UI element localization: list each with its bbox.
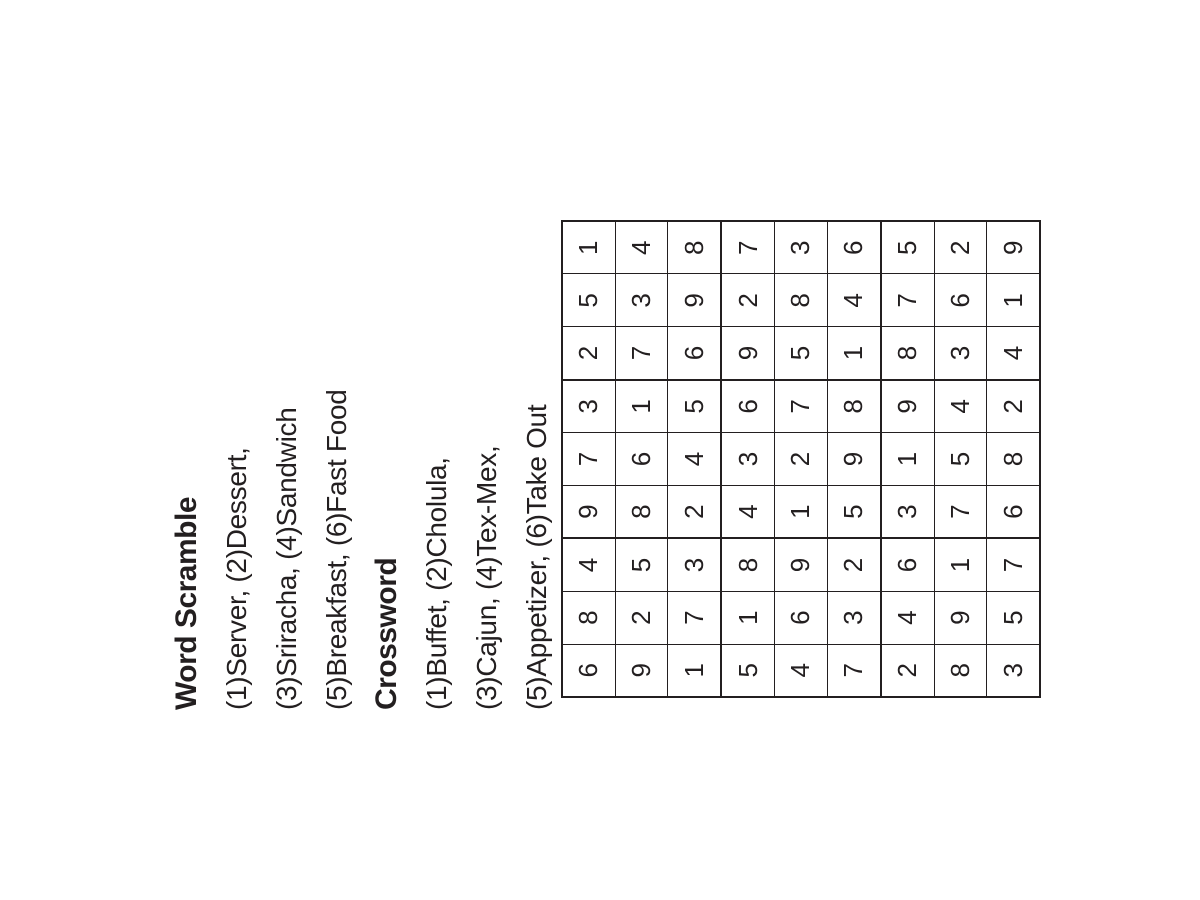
sudoku-cell: 7 — [987, 538, 1040, 591]
sudoku-cell: 9 — [987, 221, 1040, 274]
sudoku-cell: 4 — [775, 644, 828, 697]
sudoku-cell: 2 — [615, 591, 668, 644]
sudoku-cell: 4 — [934, 380, 987, 433]
sudoku-cell: 4 — [721, 486, 774, 539]
sudoku-cell: 7 — [721, 221, 774, 274]
sudoku-cell: 1 — [934, 538, 987, 591]
sudoku-cell: 8 — [881, 327, 934, 380]
crossword-answer-line: (3)Cajun, (4)Tex-Mex, — [471, 445, 502, 710]
sudoku-cell: 3 — [668, 538, 721, 591]
sudoku-cell: 3 — [827, 591, 880, 644]
sudoku-cell: 5 — [987, 591, 1040, 644]
sudoku-cell: 6 — [668, 327, 721, 380]
sudoku-cell: 3 — [934, 327, 987, 380]
word-scramble-answer-line: (5)Breakfast, (6)Fast Food — [321, 389, 352, 710]
sudoku-cell: 8 — [668, 221, 721, 274]
sudoku-cell: 3 — [562, 380, 615, 433]
sudoku-cell: 1 — [987, 274, 1040, 327]
sudoku-cell: 7 — [827, 644, 880, 697]
sudoku-row — [827, 221, 880, 697]
sudoku-cell: 3 — [881, 486, 934, 539]
sudoku-cell: 4 — [562, 538, 615, 591]
sudoku-cell: 6 — [881, 538, 934, 591]
sudoku-cell: 9 — [827, 433, 880, 486]
sudoku-cell: 8 — [615, 486, 668, 539]
sudoku-cell: 3 — [775, 221, 828, 274]
sudoku-row — [881, 221, 934, 697]
sudoku-cell: 3 — [721, 433, 774, 486]
sudoku-cell: 9 — [721, 327, 774, 380]
sudoku-cell: 2 — [721, 274, 774, 327]
sudoku-cell: 1 — [775, 486, 828, 539]
sudoku-cell: 8 — [562, 591, 615, 644]
sudoku-cell: 7 — [934, 486, 987, 539]
sudoku-cell: 5 — [562, 274, 615, 327]
sudoku-solution-grid — [561, 220, 1041, 698]
sudoku-cell: 6 — [775, 591, 828, 644]
sudoku-cell: 6 — [987, 486, 1040, 539]
sudoku-cell: 5 — [934, 433, 987, 486]
sudoku-cell: 9 — [881, 380, 934, 433]
crossword-answer-line: (5)Appetizer, (6)Take Out — [521, 404, 552, 710]
sudoku-cell: 7 — [775, 380, 828, 433]
sudoku-cell: 7 — [562, 433, 615, 486]
sudoku-cell: 9 — [668, 274, 721, 327]
sudoku-cell: 1 — [827, 327, 880, 380]
sudoku-cell: 5 — [668, 380, 721, 433]
sudoku-row — [987, 221, 1040, 697]
sudoku-cell: 2 — [775, 433, 828, 486]
sudoku-row — [615, 221, 668, 697]
sudoku-cell: 9 — [934, 591, 987, 644]
sudoku-cell: 4 — [827, 274, 880, 327]
sudoku-row — [668, 221, 721, 697]
sudoku-cell: 8 — [987, 433, 1040, 486]
sudoku-row — [562, 221, 615, 697]
sudoku-row — [934, 221, 987, 697]
sudoku-cell: 5 — [615, 538, 668, 591]
sudoku-cell: 6 — [827, 221, 880, 274]
sudoku-cell: 7 — [668, 591, 721, 644]
sudoku-cell: 3 — [987, 644, 1040, 697]
sudoku-cell: 4 — [615, 221, 668, 274]
crossword-heading: Crossword — [370, 557, 403, 710]
answer-key-page — [165, 220, 1045, 710]
sudoku-cell: 6 — [562, 644, 615, 697]
sudoku-cell: 1 — [615, 380, 668, 433]
sudoku-cell: 1 — [562, 221, 615, 274]
sudoku-cell: 6 — [615, 433, 668, 486]
answers-text-block — [165, 220, 565, 710]
sudoku-cell: 5 — [881, 221, 934, 274]
sudoku-row — [721, 221, 774, 697]
sudoku-cell: 3 — [615, 274, 668, 327]
crossword-answer-line: (1)Buffet, (2)Cholula, — [421, 457, 452, 710]
sudoku-cell: 8 — [827, 380, 880, 433]
sudoku-cell: 8 — [721, 538, 774, 591]
sudoku-cell: 5 — [827, 486, 880, 539]
sudoku-cell: 4 — [881, 591, 934, 644]
sudoku-cell: 2 — [562, 327, 615, 380]
sudoku-cell: 9 — [615, 644, 668, 697]
sudoku-cell: 2 — [827, 538, 880, 591]
sudoku-cell: 1 — [721, 591, 774, 644]
sudoku-cell: 2 — [934, 221, 987, 274]
sudoku-cell: 9 — [775, 538, 828, 591]
sudoku-cell: 1 — [668, 644, 721, 697]
sudoku-cell: 4 — [987, 327, 1040, 380]
word-scramble-heading: Word Scramble — [170, 496, 203, 710]
sudoku-cell: 2 — [987, 380, 1040, 433]
sudoku-cell: 9 — [562, 486, 615, 539]
sudoku-cell: 8 — [934, 644, 987, 697]
sudoku-row — [775, 221, 828, 697]
sudoku-cell: 6 — [934, 274, 987, 327]
sudoku-cell: 6 — [721, 380, 774, 433]
sudoku-cell: 4 — [668, 433, 721, 486]
sudoku-cell: 1 — [881, 433, 934, 486]
sudoku-cell: 7 — [881, 274, 934, 327]
sudoku-cell: 2 — [668, 486, 721, 539]
sudoku-cell: 8 — [775, 274, 828, 327]
word-scramble-answer-line: (3)Sriracha, (4)Sandwich — [271, 407, 302, 710]
word-scramble-answer-line: (1)Server, (2)Dessert, — [221, 447, 252, 710]
sudoku-cell: 5 — [721, 644, 774, 697]
sudoku-cell: 7 — [615, 327, 668, 380]
sudoku-cell: 2 — [881, 644, 934, 697]
sudoku-cell: 5 — [775, 327, 828, 380]
